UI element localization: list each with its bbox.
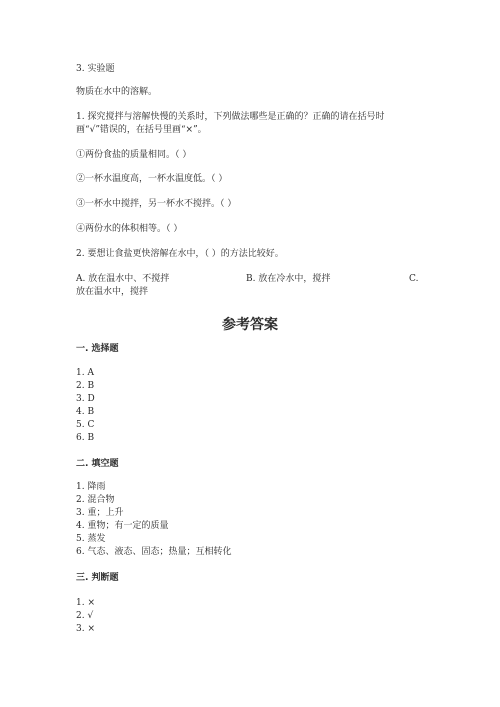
- choice-b: B. 放在冷水中，搅拌: [246, 274, 331, 284]
- section-title: 3. 实验题: [76, 64, 115, 74]
- answer-item: 3. ×: [76, 624, 95, 634]
- choice-a: A. 放在温水中、不搅拌: [76, 274, 170, 284]
- answer-section-title: 二. 填空题: [76, 459, 119, 469]
- answer-item: 4. B: [76, 407, 95, 417]
- answer-item: 3. 重；上升: [76, 508, 124, 518]
- answer-item: 6. B: [76, 433, 95, 443]
- question-item: ③一杯水中搅拌，另一杯水不搅拌。（ ）: [76, 199, 237, 209]
- answer-item: 5. 蒸发: [76, 534, 106, 544]
- answer-item: 2. 混合物: [76, 495, 115, 505]
- question-item: ①两份食盐的质量相同。（ ）: [76, 150, 192, 160]
- answer-item: 1. A: [76, 368, 94, 378]
- answer-item: 1. ×: [76, 598, 95, 608]
- question-2: 2. 要想让食盐更快溶解在水中，（ ）的方法比较好。: [76, 249, 284, 259]
- answer-section-title: 一. 选择题: [76, 344, 119, 354]
- choice-c: C.: [409, 274, 419, 284]
- choice-c-continued: 放在温水中，搅拌: [76, 287, 149, 297]
- section-intro: 物质在水中的溶解。: [76, 87, 158, 97]
- answer-item: 6. 气态、液态、固态；热量；互相转化: [76, 547, 232, 557]
- question-item: ②一杯水温度高，一杯水温度低。（ ）: [76, 174, 228, 184]
- answer-item: 2. √: [76, 611, 94, 621]
- answers-heading: 参考答案: [222, 317, 278, 333]
- answer-section-title: 三. 判断题: [76, 573, 119, 583]
- answer-item: 2. B: [76, 381, 95, 391]
- answer-item: 4. 重物；有一定的质量: [76, 521, 169, 531]
- answer-item: 1. 降雨: [76, 482, 106, 492]
- question-item: ④两份水的体积相等。（ ）: [76, 224, 183, 234]
- answer-item: 5. C: [76, 420, 95, 430]
- answer-item: 3. D: [76, 394, 95, 404]
- question-1-line-1: 1. 探究搅拌与溶解快慢的关系时，下列做法哪些是正确的？正确的请在括号时: [76, 112, 385, 122]
- question-1-line-2: 画“√”错误的，在括号里画“×”。: [76, 125, 207, 135]
